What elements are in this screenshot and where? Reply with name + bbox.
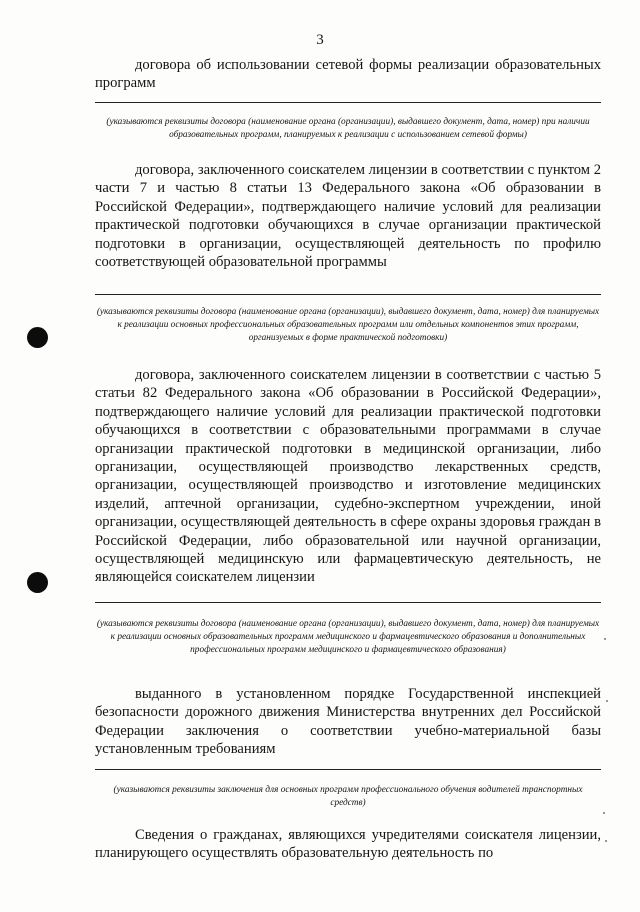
paragraph-founders-info bbox=[95, 826, 601, 863]
paragraph-medical-practice-contract bbox=[95, 366, 601, 587]
fill-in-line bbox=[95, 769, 601, 770]
paragraph-practical-training-contract bbox=[95, 161, 601, 271]
fill-in-line bbox=[95, 102, 601, 103]
paragraph-text: договора об использовании сетевой формы реализации образовательных программ bbox=[95, 57, 601, 92]
paragraph-text: договора, заключенного соискателем лицензии в соответствии с пунктом 2 части 7 и частью 8 статьи 13 Федерального закона «Об образовании в Российской Федерации», подтверждающего наличие условий для реализации практической подготовки обучающихся в случае организации практической подготовки в организации, осуществляющей деятельность по профилю соответствующей образовательной программы bbox=[95, 162, 601, 271]
punch-hole bbox=[27, 327, 48, 348]
scan-speck bbox=[605, 840, 607, 842]
footnote-practical-training: (указываются реквизиты договора (наименование органа (организации), выдавшего документ, дата, номер) для планируемых к реализации основных профессиональных образовательных программ или отдельных компонентов этих программ, организуемых в форме практической подготовки) bbox=[96, 307, 600, 343]
footnote-network-form: (указываются реквизиты договора (наименование органа (организации), выдавшего документ, дата, номер) при наличии образовательных программ, планируемых к реализации с использованием сетевой формы) bbox=[106, 117, 590, 140]
paragraph-text: Сведения о гражданах, являющихся учредителями соискателя лицензии, планирующего осуществлять образовательную деятельность по bbox=[95, 827, 601, 862]
scan-speck bbox=[604, 638, 606, 640]
paragraph-text: выданного в установленном порядке Государственной инспекцией безопасности дорожного движения Министерства внутренних дел Российской Федерации заключения о соответствии учебно-материальной базы установленным требованиям bbox=[95, 686, 601, 758]
scan-speck bbox=[606, 700, 608, 702]
paragraph-network-form-contract bbox=[95, 56, 601, 93]
paragraph-text: договора, заключенного соискателем лицензии в соответствии с частью 5 статьи 82 Федерального закона «Об образовании в Российской Федерации», подтверждающего наличие условий для реализации практической подготовки обучающихся в соответствии с образовательными программами в случае организации практической подготовки в медицинской организации, либо организации, осуществляющей производство лекарственных средств, организации, осуществляющей производство и изготовление медицинских изделий, аптечной организации, судебно-экспертном учреждении, иной организации, осуществляющей деятельность в сфере охраны здоровья граждан в Российской Федерации, либо образовательной или научной организации, осуществляющей медицинскую или фармацевтическую деятельность, не являющейся соискателем лицензии bbox=[95, 367, 601, 586]
footnote-traffic-police: (указываются реквизиты заключения для основных программ профессионального обучения водителей транспортных средств) bbox=[113, 785, 583, 808]
footnote-medical-practice: (указываются реквизиты договора (наименование органа (организации), выдавшего документ, дата, номер) для планируемых к реализации основных образовательных программ медицинского и фармацевтического образования и дополнительных профессиональных программ медицинского и фармацевтического образования) bbox=[96, 619, 600, 655]
fill-in-line bbox=[95, 602, 601, 603]
paragraph-traffic-police-conclusion bbox=[95, 685, 601, 759]
scan-speck bbox=[603, 812, 605, 814]
fill-in-line bbox=[95, 294, 601, 295]
page-number: 3 bbox=[316, 32, 324, 48]
punch-hole bbox=[27, 572, 48, 593]
